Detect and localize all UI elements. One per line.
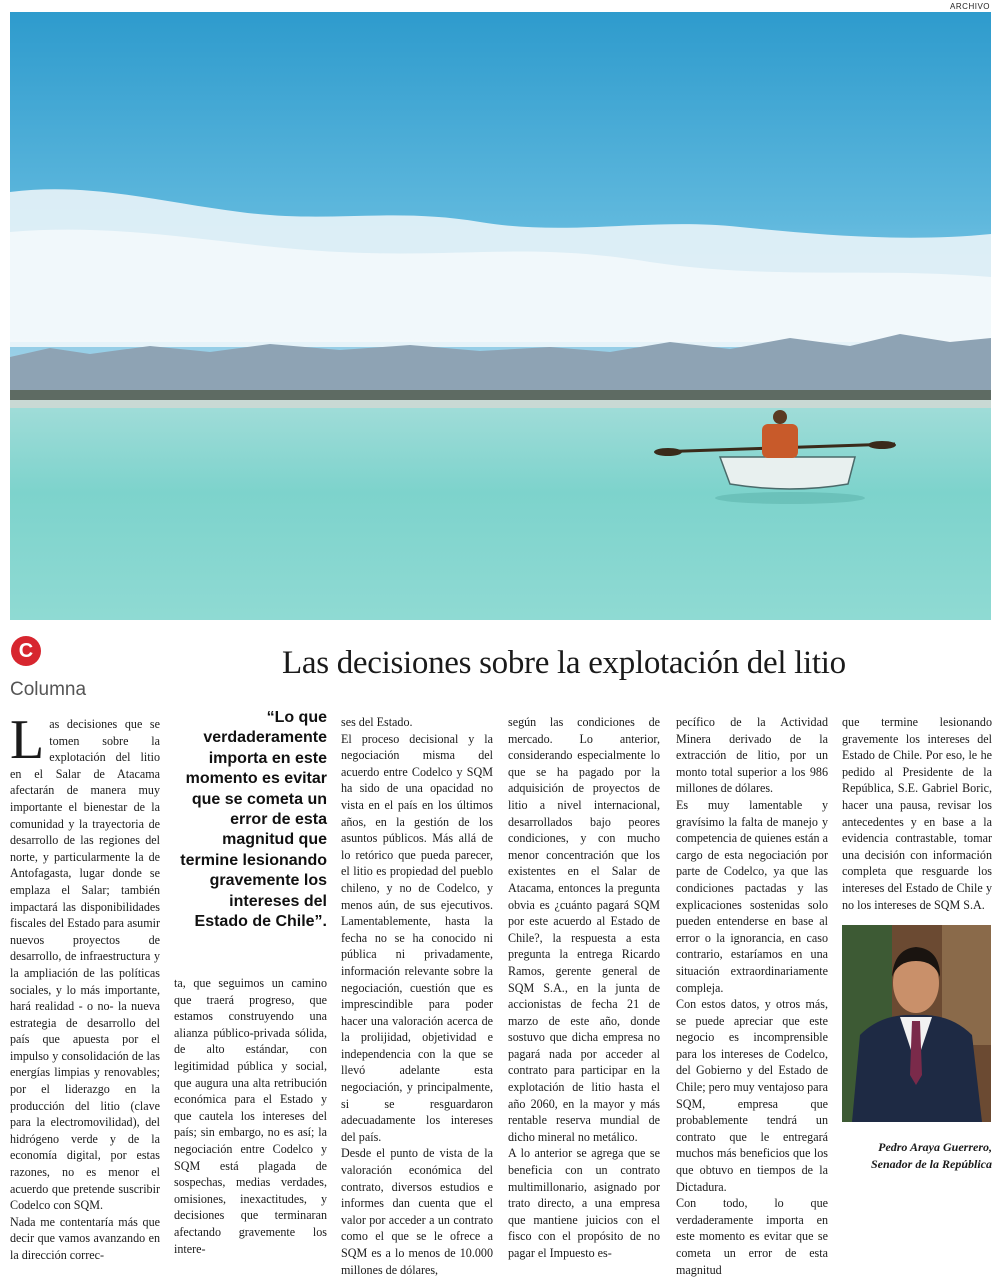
body-column-6 xyxy=(842,714,992,913)
body-paragraph: as decisiones que se tomen sobre la explotación del litio en el Salar de Atacama afectarán de manera muy importante el bienestar de la comunidad y la trayectoria de desarrollo de las regiones del norte, y particularmente la de Antofagasta, lugar donde se emplaza el Salar; también impactará las disponibilidades fiscales del Estado para asumir nuevos proyectos de desarrollo, de infraestructura y la ampliación de las políticas sociales, y lo más importante, hará realidad - o no- la nueva estrategia de desarrollo del país que apuesta por el impulso y consolidación de las energías limpias y renovables; por el liderazgo en la producción del litio (clave para la electromovilidad), del hidrógeno verde y de la economía digital, por estas razones, no es menor el acuerdo que pretende suscribir Codelco con SQM. xyxy=(10,717,160,1213)
author-name: Pedro Araya Guerrero, xyxy=(878,1140,992,1154)
body-column-1 xyxy=(10,709,160,1264)
body-paragraph: según las condiciones de mercado. Lo anterior, considerando especialmente lo que se ha pagado por la adquisición de proyectos de litio a nivel internacional, desarrollados bajo peores condiciones, y con mucho menor concentración que los existentes en el Salar de Atacama, entonces la pregunta obvia es ¿cuánto pagará SQM por este acuerdo al Estado de Chile?, la respuesta a esta pregunta la entrega Ricardo Ramos, gerente general de SQM S.A., en la junta de accionistas de fecha 21 de marzo de este año, donde sostuvo que dicha empresa no pagará nada por acceder al contrato para participar en la explotación de litio hasta el año 2060, en la mayor y más rentable reserva mundial de dicho mineral no metálico. xyxy=(508,715,660,1144)
body-paragraph: pecífico de la Actividad Minera derivado de la extracción de litio, por un monto total superior a los 986 millones de dólares. xyxy=(676,715,828,796)
body-paragraph: Con todo, lo que verdaderamente importa en este momento es evitar que se cometa un error de esta magnitud xyxy=(676,1196,828,1277)
pull-quote: “Lo que verdaderamente importa en este momento es evitar que se cometa un error de esta magnitud que termine lesionando gravemente los intereses del Estado de Chile”. xyxy=(180,709,327,931)
body-paragraph: Con estos datos, y otros más, se puede apreciar que este negocio es incomprensible para los intereses de Codelco, del Gobierno y del Estado de Chile; pero muy ventajoso para SQM, empresa que probablemente tendrá un contrato que le entregará muchos más beneficios que los que obtuvo en tiempos de la Dictadura. xyxy=(676,997,828,1194)
headline: Las decisiones sobre la explotación del litio xyxy=(282,645,846,681)
author-signature xyxy=(842,1139,992,1173)
body-column-3 xyxy=(341,714,493,1278)
body-column-5 xyxy=(676,714,828,1278)
body-paragraph: Es muy lamentable y gravísimo la falta de manejo y competencia de quienes están a cargo de esta negociación por parte de Codelco, ya que las condiciones pactadas y las explicaciones sostenidas solo pueden entenderse en base al error o la ignorancia, en caso contrario, estaríamos en una situación extraordinariamente compleja. xyxy=(676,797,828,995)
lead-photo-salar-lagoon xyxy=(10,12,991,620)
body-column-4 xyxy=(508,714,660,1262)
body-paragraph: El proceso decisional y la negociación misma del acuerdo entre Codelco y SQM ha sido de una opacidad no vista en el país en los últimos años, en la gestión de los asuntos públicos. Más allá de lo retórico que pueda parecer, el litio es propiedad del pueblo chileno, y no de Codelco, y menos aún, de sus ejecutivos. Lamentablemente, hasta la fecha no se ha conocido ni pública ni privadamente, información relevante sobre la negociación, cuestión que es imprescindible para poder hacer una valoración acerca de la prolijidad, objetividad e independencia con la que se llevó adelante esta negociación, y principalmente, si se resguardaron adecuadamente los intereses del país. xyxy=(341,731,493,1144)
body-paragraph: ses del Estado. xyxy=(341,715,413,729)
body-paragraph: ta, que seguimos un camino que traerá progreso, que estamos construyendo una alianza público-privada sólida, de alto estándar, con legitimidad pública y social, que augura una alta retribución económica para el Estado y que cautela los intereses del país; sin embargo, no es así; la negociación entre Codelco y SQM está plagada de sospechas, medias verdades, omisiones, inexactitudes, y decisiones que terminaran afectando gravemente los intere- xyxy=(174,976,327,1256)
body-paragraph: que termine lesionando gravemente los intereses del Estado de Chile. Por eso, le he pedido al Presidente de la República, S.E. Gabriel Boric, hacer una pausa, revisar los antecedentes y en base a la evidencia contrastable, tomar una decisión con información completa que resguarde los intereses del Estado de Chile y no los intereses de SQM S.A. xyxy=(842,715,992,912)
photo-credit: ARCHIVO xyxy=(950,2,990,11)
body-paragraph: Nada me contentaría más que decir que vamos avanzando en la dirección correc- xyxy=(10,1214,160,1262)
author-title: Senador de la República xyxy=(870,1157,992,1171)
dropcap: L xyxy=(10,709,45,771)
body-paragraph: A lo anterior se agrega que se beneficia con un contrato multimillonario, asignado por trato directo, a una empresa que mantiene juicios con el fisco con el propósito de no pagar el Impuesto es- xyxy=(508,1146,660,1260)
column-badge-icon: C xyxy=(11,636,41,666)
body-column-2 xyxy=(174,975,327,1257)
body-paragraph: Desde el punto de vista de la valoración económica del contrato, diversos estudios e informes dan cuenta que el valor por acceder a un contrato como el que se le ofrece a SQM es a lo menos de 10.000 millones de dólares, xyxy=(341,1146,493,1277)
section-label: Columna xyxy=(10,679,87,700)
author-portrait xyxy=(842,925,991,1122)
